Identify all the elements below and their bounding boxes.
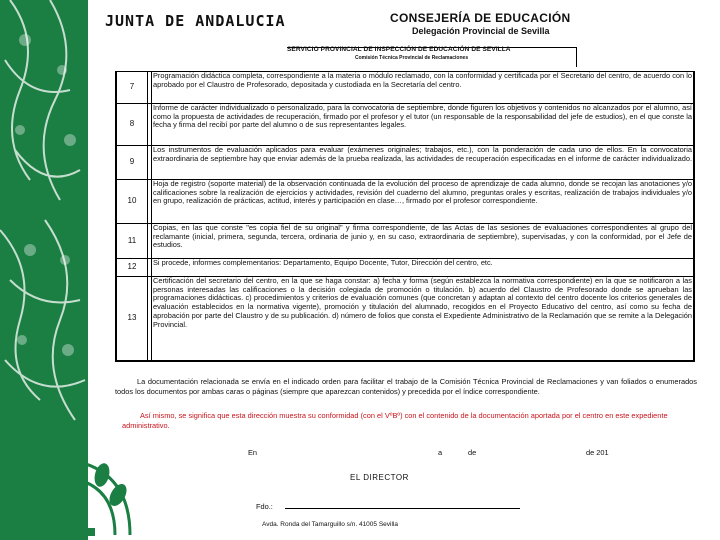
signature-line: [285, 508, 520, 509]
row-text: Programación didáctica completa, correspondiente a la materia o módulo reclamado, con la conformidad y certificada por el Secretario del centro, de acuerdo con lo aprobado por el Claustro de Profesorado, depositada y custodiada en la Secretaría del centro.: [152, 72, 695, 104]
fdo-label: Fdo.:: [256, 502, 273, 511]
row-number: 10: [116, 180, 148, 224]
header-comision: Comisión Técnica Provincial de Reclamaciones: [355, 55, 469, 61]
conformity-note: Así mismo, se significa que esta dirección muestra su conformidad (con el VºBº) con el contenido de la documentación aportada por el centro en este expediente administrativo.: [122, 411, 668, 430]
row-text: Los instrumentos de evaluación aplicados para evaluar (exámenes originales; trabajos, etc.), con la ponderación de cada uno de ellos. En la convocatoria extraordinaria de septiembre hay que enviar además de la prueba realizada, las actividades de recuperación especificadas en el informe de carácter individualizado.: [152, 146, 695, 180]
director-label: EL DIRECTOR: [350, 473, 409, 482]
header-delegacion: Delegación Provincial de Sevilla: [412, 26, 550, 36]
table-row: [116, 72, 694, 104]
row-number: 11: [116, 224, 148, 259]
header-consejeria: CONSEJERÍA DE EDUCACIÓN: [390, 11, 571, 25]
header-vertical-divider: [576, 47, 577, 67]
table-row: [116, 224, 694, 259]
header-junta-title: JUNTA DE ANDALUCIA: [105, 12, 286, 30]
documents-table: [115, 71, 695, 362]
footer-address: Avda. Ronda del Tamarguillo s/n. 41005 Sevilla: [262, 521, 398, 528]
andalucia-emblem: [0, 440, 140, 540]
row-number: 8: [116, 104, 148, 146]
row-number: 13: [116, 277, 148, 361]
row-number: 7: [116, 72, 148, 104]
row-text: Copias, en las que conste "es copia fiel de su original" y firma correspondiente, de las Actas de las sesiones de evaluaciones correspondientes al grupo del reclamante (inicial, primera, segunda, tercera, ordinaria de junio y, en su caso, extraordinaria de septiembre), supervisadas, y con la conformidad, por el Jefe de estudios.: [152, 224, 695, 259]
signature-month-label: de: [468, 448, 477, 457]
table-row: [116, 259, 694, 277]
table-row: [116, 104, 694, 146]
row-text: Informe de carácter individualizado o personalizado, para la convocatoria de septiembre, donde figuren los objetivos y contenidos no alcanzados por el alumno, así como la propuesta de actividades de recuperación, firmado por el profesor y el tutor (un responsable de la responsabilidad del jefe de estudios), en el que conste la fecha y firma del recibí por parte del alumno o de sus representantes legales.: [152, 104, 695, 146]
row-text: Certificación del secretario del centro, en la que se haga constar: a) fecha y forma (según establezca la normativa correspondiente) en la que se notificaron a las personas interesadas las calificaciones o la decisión colegiada de promoción o titulación. b) acuerdo del Claustro de Profesorado donde se aprueban las programaciones didácticas. c) procedimientos y criterios de evaluación comunes (que concretan y adaptan al contexto del centro docente los criterios generales de evaluación establecidos en la normativa vigente), promoción y titulación del alumnado, recogidos en el Proyecto Educativo del centro, así como su fecha de aprobación por parte del Claustro y de su publicación. d) número de folios que consta el Expediente Administrativo de la Reclamación que se remite a la Delegación Provincial.: [152, 277, 695, 361]
table-row: [116, 146, 694, 180]
signature-place-label: En: [248, 448, 258, 457]
table-row: [116, 180, 694, 224]
documentation-note: La documentación relacionada se envía en el indicado orden para facilitar el trabajo de la Comisión Técnica Provincial de Reclamaciones y van foliados o enumerados todos los documentos por ambas caras o páginas (siempre que aparezcan contenidos) y precedida por el índice correspondiente.: [115, 377, 697, 396]
table-row: [116, 277, 694, 361]
row-text: Hoja de registro (soporte material) de la observación continuada de la evolución del proceso de aprendizaje de cada alumno, donde se recojan las anotaciones y/o calificaciones sobre la realización de ejercicios y actividades, revisión del cuaderno del alumno, preguntas orales y escritas, realización de trabajos individuales y/o en grupo, realización de prácticas, actitud, interés y participación en clase…, firmado por el profesor correspondiente.: [152, 180, 695, 224]
signature-year-label: de 201: [586, 448, 609, 457]
header-servicio: SERVICIO PROVINCIAL DE INSPECCIÓN DE EDUCACIÓN DE SEVILLA: [287, 46, 511, 53]
row-text: Si procede, informes complementarios: Departamento, Equipo Docente, Tutor, Dirección del centro, etc.: [152, 259, 695, 277]
signature-day-label: a: [438, 448, 443, 457]
row-number: 12: [116, 259, 148, 277]
row-number: 9: [116, 146, 148, 180]
